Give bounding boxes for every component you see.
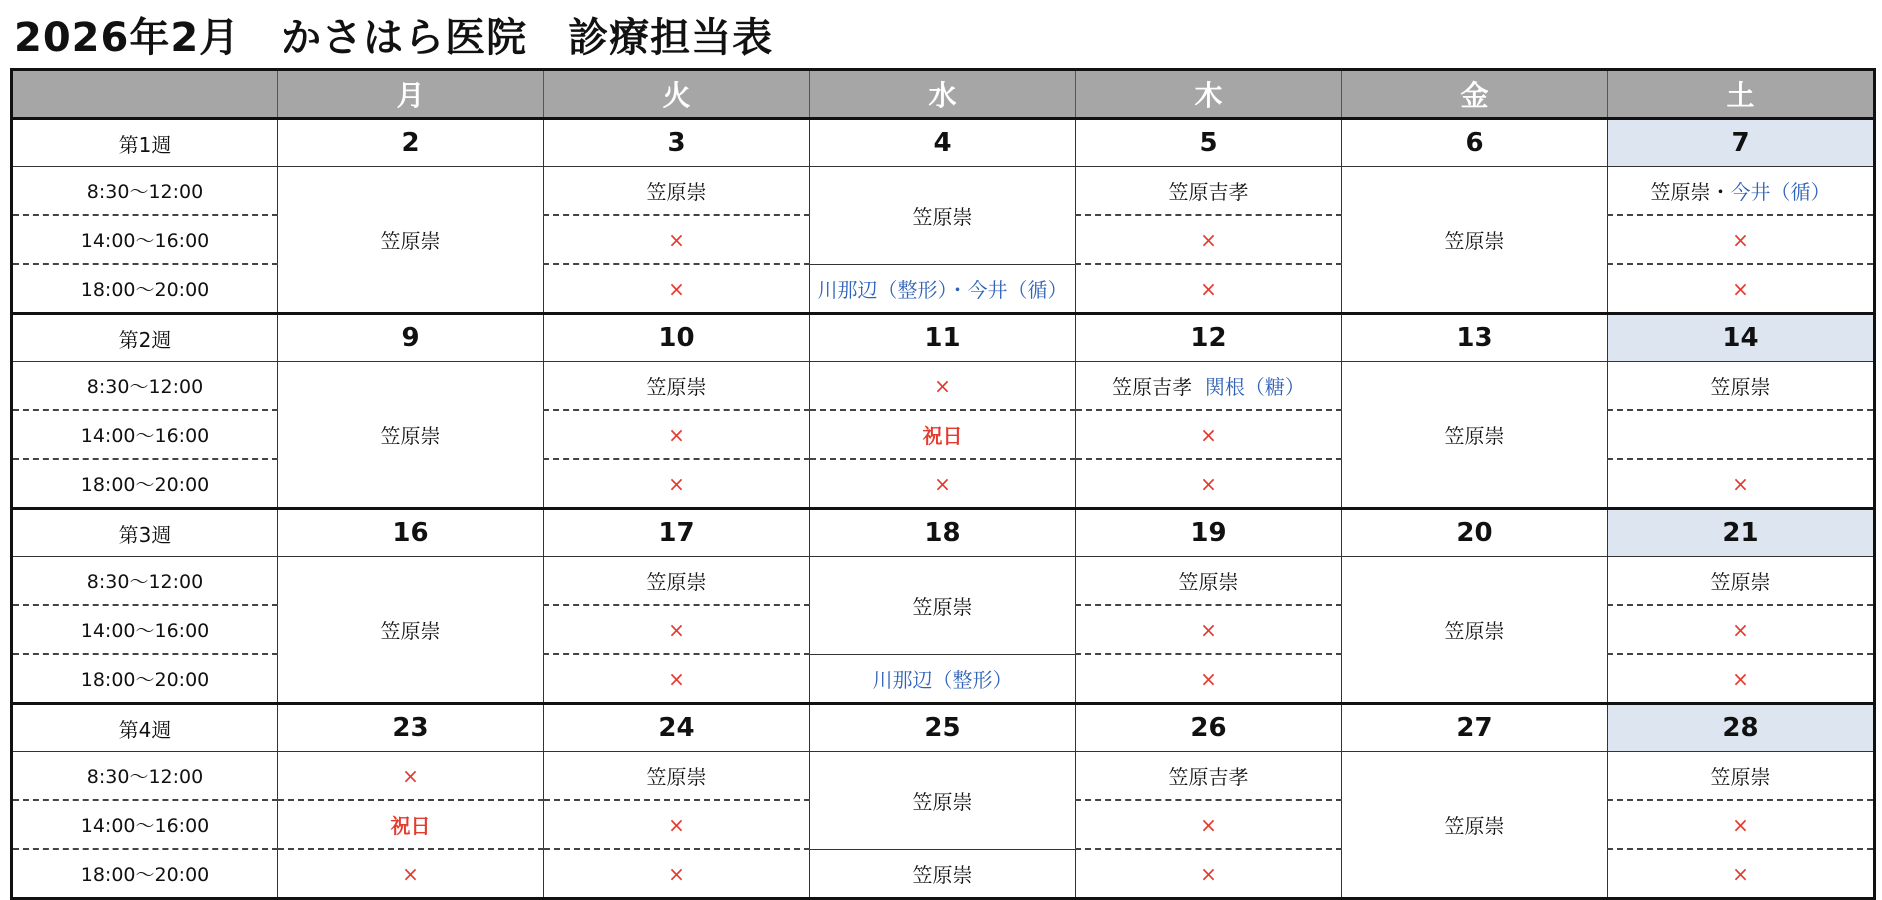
week-row <box>12 704 1875 752</box>
visiting-doctor: 川那辺（整形）・今井（循） <box>810 264 1076 314</box>
slot-label: 8:30〜12:00 <box>12 167 278 216</box>
doctor-name: 笠原崇・ <box>1650 180 1731 204</box>
date-cell: 9 <box>278 314 544 362</box>
doctor-cell: 笠原崇 <box>278 362 544 509</box>
date-cell: 26 <box>1076 704 1342 752</box>
date-cell-saturday: 14 <box>1608 314 1875 362</box>
slot-label: 8:30〜12:00 <box>12 752 278 801</box>
doctor-cell: 笠原崇 <box>1608 362 1875 411</box>
closed-mark: × <box>1076 849 1342 899</box>
doctor-cell: 笠原崇 <box>810 752 1076 850</box>
closed-mark: × <box>1608 605 1875 654</box>
closed-mark: × <box>544 605 810 654</box>
date-cell: 25 <box>810 704 1076 752</box>
closed-mark: × <box>1608 654 1875 704</box>
slot-label: 14:00〜16:00 <box>12 605 278 654</box>
doctor-cell: 笠原崇 <box>810 557 1076 655</box>
date-cell: 10 <box>544 314 810 362</box>
date-cell: 16 <box>278 509 544 557</box>
slot-row <box>12 167 1875 216</box>
closed-mark: × <box>544 215 810 264</box>
visiting-doctor: 川那辺（整形） <box>810 654 1076 704</box>
doctor-cell <box>1608 167 1875 216</box>
header-day-tue: 火 <box>544 70 810 119</box>
header-day-wed: 水 <box>810 70 1076 119</box>
doctor-cell: 笠原崇 <box>1608 752 1875 801</box>
slot-label: 8:30〜12:00 <box>12 557 278 606</box>
doctor-cell: 笠原崇 <box>1076 557 1342 606</box>
date-cell-saturday: 7 <box>1608 119 1875 167</box>
day-header-row <box>12 70 1875 119</box>
week-row <box>12 119 1875 167</box>
closed-mark: × <box>1076 654 1342 704</box>
date-cell: 23 <box>278 704 544 752</box>
closed-mark: × <box>810 459 1076 509</box>
date-cell: 11 <box>810 314 1076 362</box>
empty-cell <box>1608 410 1875 459</box>
header-day-thu: 木 <box>1076 70 1342 119</box>
closed-mark: × <box>1076 459 1342 509</box>
closed-mark: × <box>544 459 810 509</box>
slot-label: 14:00〜16:00 <box>12 800 278 849</box>
doctor-cell: 笠原崇 <box>544 752 810 801</box>
slot-label: 18:00〜20:00 <box>12 459 278 509</box>
doctor-cell: 笠原吉孝 <box>1076 167 1342 216</box>
slot-label: 18:00〜20:00 <box>12 264 278 314</box>
closed-mark: × <box>1608 849 1875 899</box>
date-cell: 19 <box>1076 509 1342 557</box>
slot-row <box>12 752 1875 801</box>
holiday-label: 祝日 <box>278 800 544 849</box>
closed-mark: × <box>1608 800 1875 849</box>
visiting-doctor: 関根（糖） <box>1204 375 1305 399</box>
doctor-cell <box>1076 362 1342 411</box>
closed-mark: × <box>544 654 810 704</box>
closed-mark: × <box>1608 459 1875 509</box>
closed-mark: × <box>544 849 810 899</box>
doctor-cell: 笠原崇 <box>1608 557 1875 606</box>
date-cell: 4 <box>810 119 1076 167</box>
header-day-fri: 金 <box>1342 70 1608 119</box>
doctor-cell: 笠原崇 <box>544 362 810 411</box>
date-cell-saturday: 21 <box>1608 509 1875 557</box>
date-cell: 12 <box>1076 314 1342 362</box>
date-cell: 5 <box>1076 119 1342 167</box>
date-cell: 20 <box>1342 509 1608 557</box>
closed-mark: × <box>1608 215 1875 264</box>
week-label: 第4週 <box>12 704 278 752</box>
header-day-sat: 土 <box>1608 70 1875 119</box>
visiting-doctor: 今井（循） <box>1730 180 1831 204</box>
page-title: 2026年2月 かさはら医院 診療担当表 <box>14 15 774 61</box>
doctor-cell: 笠原崇 <box>1342 752 1608 899</box>
slot-row <box>12 362 1875 411</box>
slot-label: 8:30〜12:00 <box>12 362 278 411</box>
doctor-cell: 笠原崇 <box>278 167 544 314</box>
week-label: 第1週 <box>12 119 278 167</box>
closed-mark: × <box>1076 605 1342 654</box>
closed-mark: × <box>278 849 544 899</box>
schedule-table <box>10 68 1876 900</box>
doctor-cell: 笠原崇 <box>810 167 1076 265</box>
holiday-label: 祝日 <box>810 410 1076 459</box>
slot-label: 14:00〜16:00 <box>12 410 278 459</box>
closed-mark: × <box>1076 215 1342 264</box>
week-row <box>12 509 1875 557</box>
date-cell: 13 <box>1342 314 1608 362</box>
date-cell: 2 <box>278 119 544 167</box>
doctor-name: 笠原吉孝 <box>1112 375 1193 399</box>
doctor-cell: 笠原崇 <box>1342 557 1608 704</box>
header-day-mon: 月 <box>278 70 544 119</box>
doctor-cell: 笠原崇 <box>544 557 810 606</box>
date-cell: 17 <box>544 509 810 557</box>
doctor-cell: 笠原崇 <box>544 167 810 216</box>
slot-label: 18:00〜20:00 <box>12 654 278 704</box>
closed-mark: × <box>1076 410 1342 459</box>
closed-mark: × <box>544 800 810 849</box>
doctor-cell: 笠原崇 <box>810 849 1076 899</box>
closed-mark: × <box>278 752 544 801</box>
date-cell-saturday: 28 <box>1608 704 1875 752</box>
closed-mark: × <box>544 264 810 314</box>
week-row <box>12 314 1875 362</box>
doctor-cell: 笠原吉孝 <box>1076 752 1342 801</box>
doctor-cell: 笠原崇 <box>278 557 544 704</box>
doctor-cell: 笠原崇 <box>1342 167 1608 314</box>
date-cell: 6 <box>1342 119 1608 167</box>
slot-label: 18:00〜20:00 <box>12 849 278 899</box>
slot-label: 14:00〜16:00 <box>12 215 278 264</box>
date-cell: 18 <box>810 509 1076 557</box>
week-label: 第2週 <box>12 314 278 362</box>
closed-mark: × <box>1076 264 1342 314</box>
doctor-cell: 笠原崇 <box>1342 362 1608 509</box>
closed-mark: × <box>544 410 810 459</box>
date-cell: 27 <box>1342 704 1608 752</box>
date-cell: 3 <box>544 119 810 167</box>
closed-mark: × <box>1608 264 1875 314</box>
slot-row <box>12 557 1875 606</box>
closed-mark: × <box>810 362 1076 411</box>
header-corner <box>12 70 278 119</box>
date-cell: 24 <box>544 704 810 752</box>
closed-mark: × <box>1076 800 1342 849</box>
week-label: 第3週 <box>12 509 278 557</box>
